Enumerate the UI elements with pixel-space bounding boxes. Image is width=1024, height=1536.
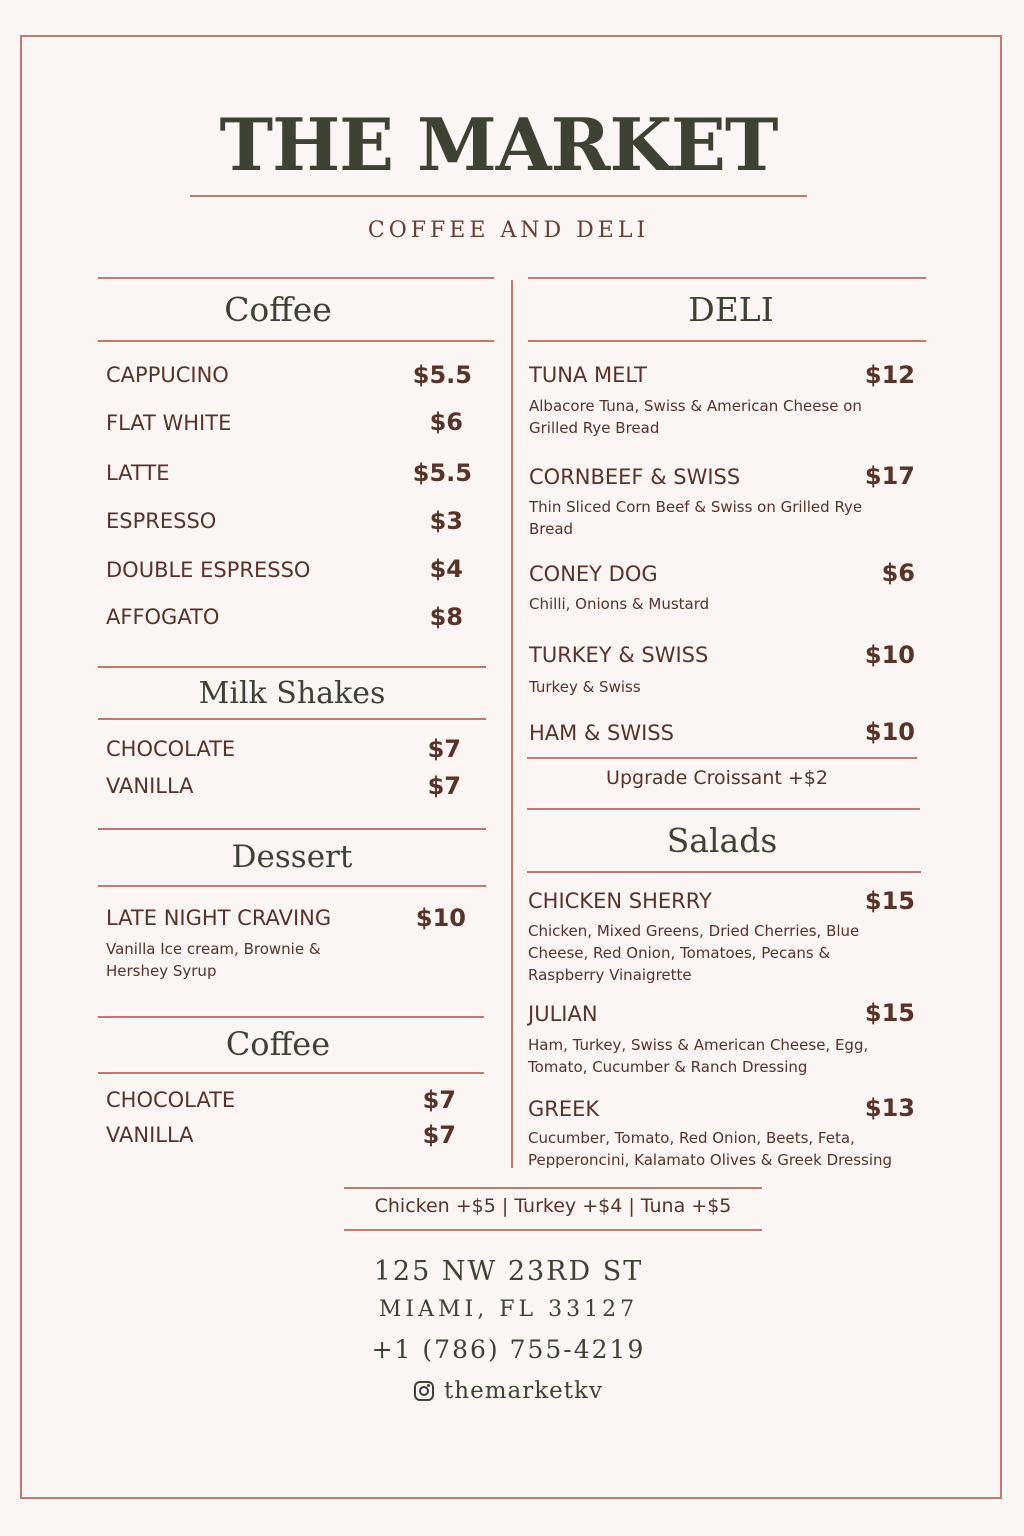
column-divider xyxy=(511,280,513,1168)
instagram-handle: themarketkv xyxy=(444,1378,603,1404)
coffee-top-rule xyxy=(98,277,494,279)
restaurant-subtitle: COFFEE AND DELI xyxy=(367,218,650,243)
address-street: 125 NW 23RD ST xyxy=(373,1256,644,1287)
menu-item-description: Turkey & Swiss xyxy=(529,678,641,696)
menu-item-price: $8 xyxy=(429,603,463,631)
menu-item-name: CHICKEN SHERRY xyxy=(528,889,712,913)
menu-item-price: $6 xyxy=(429,408,463,436)
deli-heading: DELI xyxy=(688,290,774,329)
addons-bottom-rule xyxy=(344,1229,762,1231)
menu-item-name: CAPPUCINO xyxy=(106,363,229,387)
menu-item-price: $3 xyxy=(429,507,463,535)
coffee2-bottom-rule xyxy=(98,1072,484,1074)
menu-item-name: TURKEY & SWISS xyxy=(529,643,709,667)
menu-item-name: CONEY DOG xyxy=(529,562,658,586)
menu-item-description: Chicken, Mixed Greens, Dried Cherries, Blue Cheese, Red Onion, Tomatoes, Pecans & Raspberry Vinaigrette xyxy=(528,922,860,984)
coffee2-heading: Coffee xyxy=(225,1025,331,1063)
menu-item-name: VANILLA xyxy=(106,774,194,798)
deli-bottom-rule xyxy=(528,340,926,342)
upgrade-note: Upgrade Croissant +$2 xyxy=(606,767,828,789)
menu-item-price: $6 xyxy=(881,559,915,587)
menu-item-description: Cucumber, Tomato, Red Onion, Beets, Feta, Pepperoncini, Kalamato Olives & Greek Dressing xyxy=(528,1129,893,1169)
restaurant-title: THE MARKET xyxy=(219,102,778,187)
menu-item-name: HAM & SWISS xyxy=(529,721,674,745)
menu-item-name: LATTE xyxy=(106,461,170,485)
address-city: MIAMI, FL 33127 xyxy=(378,1297,639,1322)
menu-item-description: Thin Sliced Corn Beef & Swiss on Grilled Rye Bread xyxy=(529,498,863,538)
menu-item-price: $15 xyxy=(864,887,915,915)
salad-addons: Chicken +$5 | Turkey +$4 | Tuna +$5 xyxy=(374,1195,732,1217)
menu-item-price: $15 xyxy=(864,999,915,1027)
menu-item-price: $10 xyxy=(864,641,915,669)
menu-item-name: CHOCOLATE xyxy=(106,1088,236,1112)
instagram-handle-row[interactable] xyxy=(190,1378,827,1404)
menu-item-description: Ham, Turkey, Swiss & American Cheese, Egg, Tomato, Cucumber & Ranch Dressing xyxy=(528,1036,869,1076)
menu-item-description: Albacore Tuna, Swiss & American Cheese on Grilled Rye Bread xyxy=(529,397,862,437)
phone-number[interactable]: +1 (786) 755-4219 xyxy=(371,1335,646,1364)
deli-top-rule xyxy=(528,277,926,279)
milkshakes-heading: Milk Shakes xyxy=(198,676,386,711)
menu-item-price: $5.5 xyxy=(412,361,472,389)
menu-item-price: $7 xyxy=(422,1121,456,1149)
instagram-icon xyxy=(414,1381,434,1401)
dessert-heading: Dessert xyxy=(231,839,353,875)
salads-top-rule xyxy=(527,808,920,810)
menu-item-description: Chilli, Onions & Mustard xyxy=(529,595,710,613)
menu-item-price: $13 xyxy=(864,1094,915,1122)
menu-item-price: $4 xyxy=(429,555,463,583)
title-divider xyxy=(190,195,807,197)
menu-item-name: ESPRESSO xyxy=(106,509,217,533)
menu-item-name: CORNBEEF & SWISS xyxy=(529,465,741,489)
menu-item-price: $12 xyxy=(864,361,915,389)
dessert-bottom-rule xyxy=(98,885,486,887)
milkshakes-bottom-rule xyxy=(98,718,486,720)
menu-item-name: FLAT WHITE xyxy=(106,411,232,435)
menu-item-name: VANILLA xyxy=(106,1123,194,1147)
menu-item-name: LATE NIGHT CRAVING xyxy=(106,906,332,930)
menu-item-price: $5.5 xyxy=(412,459,472,487)
menu-item-name: GREEK xyxy=(528,1097,600,1121)
coffee-bottom-rule xyxy=(98,340,494,342)
menu-item-name: TUNA MELT xyxy=(529,363,647,387)
addons-top-rule xyxy=(344,1187,762,1189)
menu-item-price: $10 xyxy=(415,904,466,932)
milkshakes-top-rule xyxy=(98,666,486,668)
menu-item-name: JULIAN xyxy=(528,1002,598,1026)
menu-item-price: $7 xyxy=(427,772,461,800)
menu-item-price: $17 xyxy=(864,462,915,490)
dessert-top-rule xyxy=(98,828,486,830)
salads-heading: Salads xyxy=(666,821,778,860)
menu-item-price: $7 xyxy=(422,1086,456,1114)
menu-item-price: $10 xyxy=(864,718,915,746)
coffee-heading: Coffee xyxy=(224,290,332,329)
menu-item-name: CHOCOLATE xyxy=(106,737,236,761)
menu-item-price: $7 xyxy=(427,735,461,763)
salads-bottom-rule xyxy=(527,871,921,873)
upgrade-top-rule xyxy=(527,757,917,759)
menu-item-name: AFFOGATO xyxy=(106,605,220,629)
coffee2-top-rule xyxy=(98,1016,484,1018)
menu-item-description: Vanilla Ice cream, Brownie & Hershey Syrup xyxy=(106,940,321,980)
menu-item-name: DOUBLE ESPRESSO xyxy=(106,558,311,582)
